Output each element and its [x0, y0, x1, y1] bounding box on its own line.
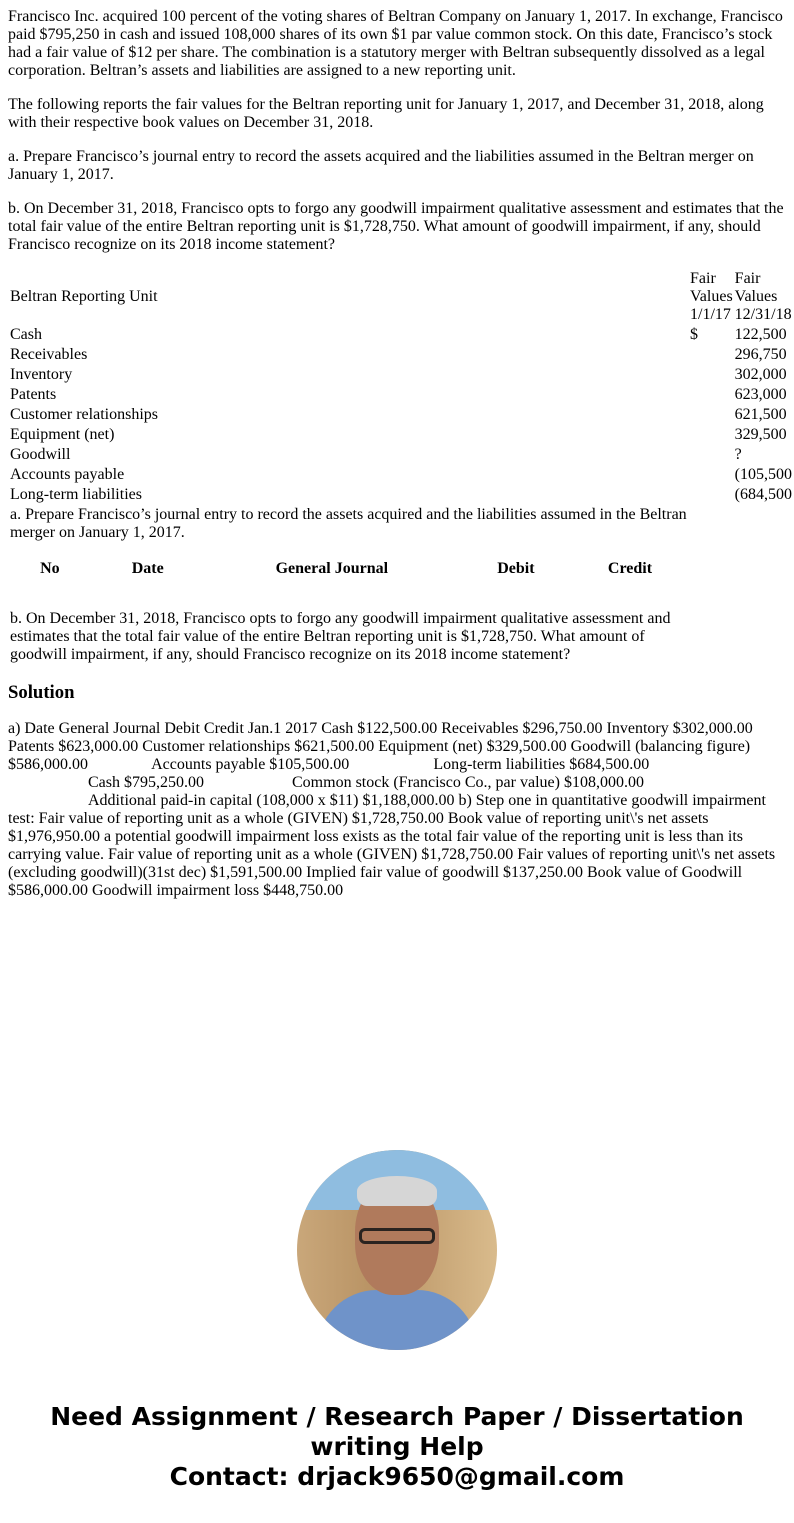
solution-segment: Accounts payable $105,500.00 [151, 756, 350, 773]
cell-label: Goodwill [10, 446, 71, 463]
cell-col2: 329,500 [734, 426, 787, 443]
question-intro: Francisco Inc. acquired 100 percent of the voting shares of Beltran Company on January 1, 2017. In exchange, Francisco paid $795,250 in cash and issued 108,000 shares of its own $1 par value common stock. On this date, Francisco’s stock had a fair value of $12 per share. The combination is a statutory merger with Beltran subsequently dissolved as a legal corporation. Beltran’s assets and liabilities are assigned to a new reporting unit. [8, 8, 783, 79]
cell-col1 [690, 426, 733, 444]
journal-header-credit: Credit [607, 560, 653, 577]
table-header-row [10, 270, 792, 324]
solution-segment: a) Date General Journal Debit Credit Jan.1 2017 Cash $122,500.00 Receivables $296,750.00 Inventory $302,000.00 Patents $623,000.00 Customer relationships $621,500.00 Equipment (net) $329,500.00 Goodwill (balancing figure) $586,000.00 [8, 720, 753, 773]
header-label: Beltran Reporting Unit [10, 288, 158, 305]
question-context: The following reports the fair values for the Beltran reporting unit for January 1, 2017, and December 31, 2018, along with their respective book values on December 31, 2018. [8, 96, 764, 131]
footer-help-text: Need Assignment / Research Paper / Dissertation writing Help [50, 1402, 744, 1461]
table-row [10, 386, 792, 404]
table-row [10, 426, 792, 444]
cell-label: Patents [10, 386, 57, 403]
solution-segment: Cash $795,250.00 [88, 774, 204, 791]
solution-text [8, 720, 786, 900]
question-part-b: b. On December 31, 2018, Francisco opts to forgo any goodwill impairment qualitative assessment and estimates that the total fair value of the entire Beltran reporting unit is $1,728,750. What amount of goodwill impairment, if any, should Francisco recognize on its 2018 income statement? [8, 200, 784, 253]
author-photo [297, 1150, 497, 1350]
cell-label: Customer relationships [10, 406, 158, 423]
table-row [10, 406, 792, 424]
solution-segment: Long-term liabilities $684,500.00 [433, 756, 650, 773]
cell-col1 [690, 366, 733, 384]
cell-col2: 623,000 [734, 386, 787, 403]
fair-value-table [8, 268, 794, 544]
cell-col1 [690, 346, 733, 364]
cell-col1 [690, 486, 733, 504]
cell-col2: 621,500 [734, 406, 787, 423]
cell-label: Inventory [10, 366, 73, 383]
table-row [10, 486, 792, 504]
table-row [10, 346, 792, 364]
table-row [10, 466, 792, 484]
cell-col2: 122,500 [734, 326, 787, 343]
header-col1: Fair Values 1/1/17 [690, 270, 733, 323]
cell-label: Accounts payable [10, 466, 125, 483]
solution-heading: Solution [8, 682, 75, 703]
cell-col2: 302,000 [734, 366, 787, 383]
cell-label: Cash [10, 326, 42, 343]
table-part-a: a. Prepare Francisco’s journal entry to record the assets acquired and the liabilities assumed in the Beltran merger on January 1, 2017. [10, 506, 687, 541]
footer-contact: Contact: drjack9650@gmail.com [169, 1462, 625, 1491]
question-part-a: a. Prepare Francisco’s journal entry to record the assets acquired and the liabilities assumed in the Beltran merger on January 1, 2017. [8, 148, 754, 183]
cell-col1 [690, 386, 733, 404]
table-part-b: b. On December 31, 2018, Francisco opts to forgo any goodwill impairment qualitative assessment and estimates that the total fair value of the entire Beltran reporting unit is $1,728,750. What amount of goodwill impairment, if any, should Francisco recognize on its 2018 income statement? [10, 610, 671, 663]
cell-col2: (105,500 [734, 466, 792, 483]
solution-segment: Additional paid-in capital (108,000 x $11) $1,188,000.00 b) Step one in quantitative goodwill impairment test: Fair value of reporting unit as a whole (GIVEN) $1,728,750.00 Book value of reporting unit\'s net assets $1,976,950.00 a potential goodwill impairment loss exists as the total fair value of the reporting unit is less than its carrying value. Fair value of reporting unit as a whole (GIVEN) $1,728,750.00 Fair values of reporting unit\'s net assets (excluding goodwill)(31st dec) $1,591,500.00 Implied fair value of goodwill $137,250.00 Book value of Goodwill $586,000.00 Goodwill impairment loss $448,750.00 [8, 792, 776, 899]
cell-label: Long-term liabilities [10, 486, 142, 503]
cell-col1 [690, 446, 733, 464]
journal-table [8, 554, 688, 584]
table-row [10, 326, 792, 344]
journal-header-date: Date [131, 560, 164, 577]
cell-col1 [690, 406, 733, 424]
journal-header-general-journal: General Journal [275, 560, 389, 577]
cell-col1 [690, 466, 733, 484]
header-col2: Fair Values 12/31/18 [734, 270, 792, 323]
cell-label: Receivables [10, 346, 88, 363]
table-row [10, 366, 792, 384]
footer-banner [8, 1402, 786, 1492]
cell-col2: ? [734, 446, 742, 463]
cell-col2: (684,500 [734, 486, 792, 503]
cell-label: Equipment (net) [10, 426, 115, 443]
journal-header-debit: Debit [497, 560, 535, 577]
cell-col1: $ [690, 326, 699, 343]
solution-segment: Common stock (Francisco Co., par value) $108,000.00 [292, 774, 644, 791]
table-row [10, 446, 792, 464]
journal-header-no: No [40, 560, 60, 577]
cell-col2: 296,750 [734, 346, 787, 363]
